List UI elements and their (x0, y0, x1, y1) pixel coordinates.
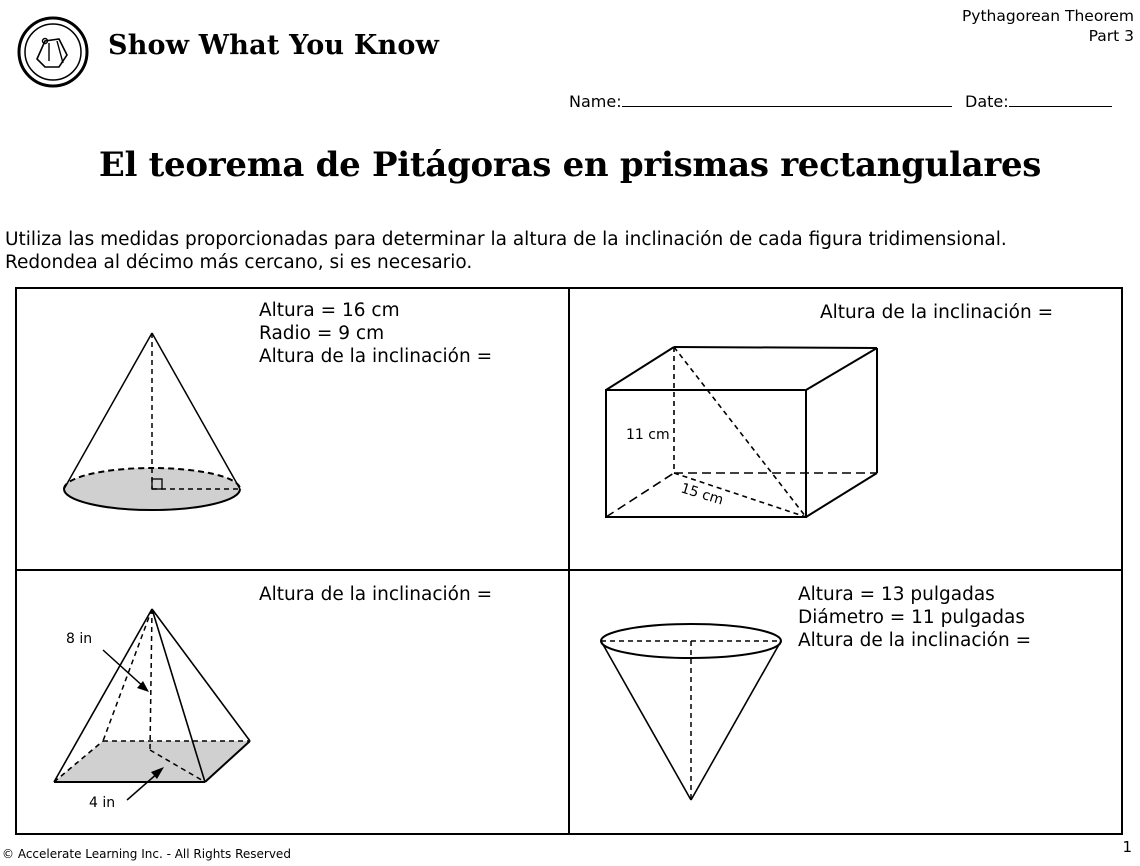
page-number: 1 (1122, 838, 1132, 856)
name-field[interactable] (622, 106, 952, 107)
instructions-line-1: Utiliza las medidas proporcionadas para determinar la altura de la inclinación de cada figura tridimensional. (5, 229, 1007, 250)
date-field[interactable] (1009, 106, 1112, 107)
cone-down-diameter: Diámetro = 11 pulgadas (798, 607, 1025, 628)
topic-line-2: Part 3 (1088, 27, 1134, 45)
cone-up-slant-prompt: Altura de la inclinación = (259, 346, 493, 367)
prism-height-label: 11 cm (626, 427, 670, 443)
cone-up-height: Altura = 16 cm (259, 300, 400, 321)
brand-title: Show What You Know (108, 30, 440, 61)
prism-figure (600, 340, 885, 525)
instructions-line-2: Redondea al décimo más cercano, si es necesario. (5, 252, 473, 273)
grid-divider-vertical (568, 287, 570, 835)
topic-line-1: Pythagorean Theorem (961, 7, 1134, 25)
page-title: El teorema de Pitágoras en prismas rectangulares (98, 145, 1042, 185)
cone-down-figure (595, 620, 790, 805)
instructions (5, 228, 1007, 274)
cone-up-radius: Radio = 9 cm (259, 323, 385, 344)
pyramid-base-label: 4 in (89, 795, 116, 811)
pyramid-slant-label: 8 in (66, 631, 93, 647)
topic-heading (962, 6, 1134, 46)
prism-slant-prompt: Altura de la inclinación = (820, 302, 1054, 323)
cone-up-labels (259, 299, 492, 368)
date-label: Date: (965, 92, 1009, 111)
brand-logo-icon (15, 15, 91, 89)
cone-up-figure (55, 325, 255, 520)
copyright-footer: © Accelerate Learning Inc. - All Rights Reserved (2, 847, 291, 861)
cone-down-labels (798, 583, 1031, 652)
pyramid-slant-prompt: Altura de la inclinación = (259, 584, 493, 605)
grid-divider-horizontal (15, 569, 1123, 571)
prism-diagonal-label: 15 cm (678, 480, 726, 509)
cone-down-height: Altura = 13 pulgadas (798, 584, 995, 605)
cone-down-slant-prompt: Altura de la inclinación = (798, 630, 1032, 651)
pyramid-figure (45, 600, 260, 820)
name-label: Name: (569, 92, 622, 111)
